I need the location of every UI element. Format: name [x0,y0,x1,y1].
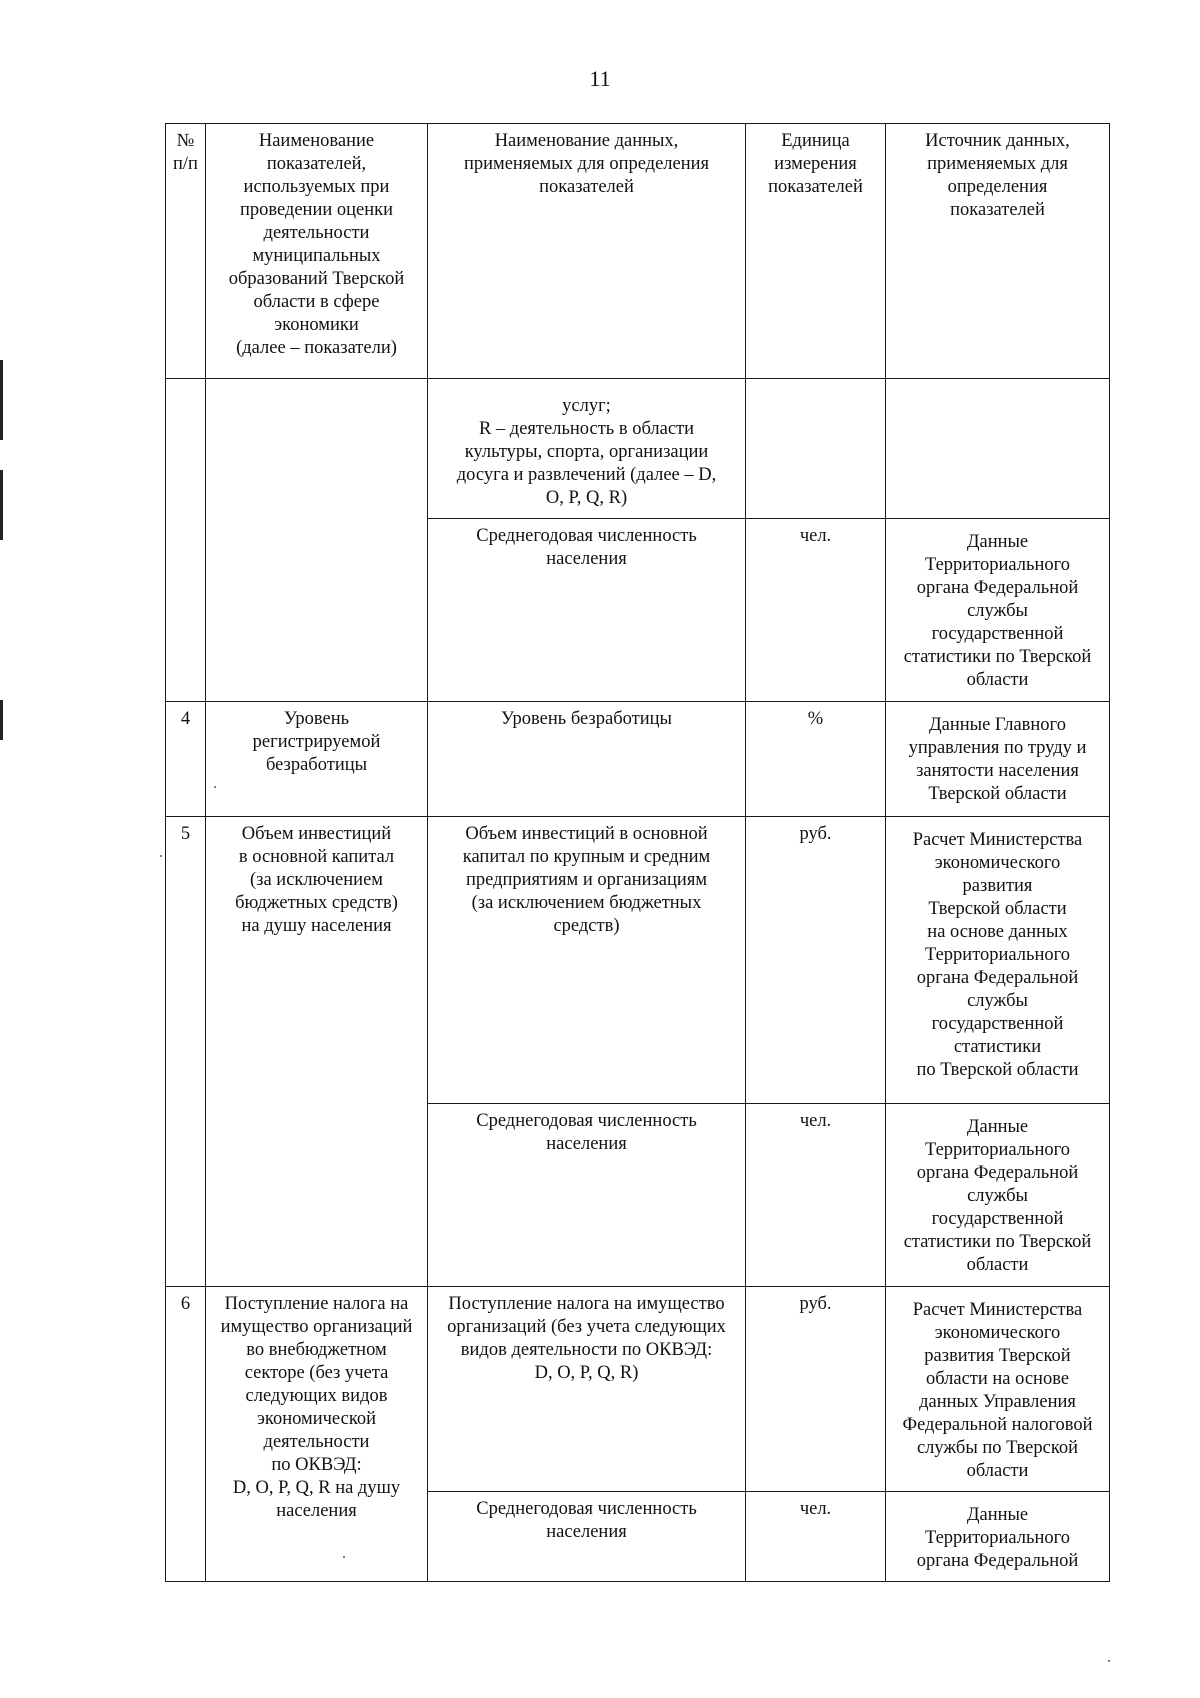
header-data-name: Наименование данных, применяемых для определения показателей [428,124,746,379]
scan-edge-mark [0,470,3,540]
row-name-cell: Объем инвестиций в основной капитал (за исключением бюджетных средств) на душу населения [206,817,428,1287]
row-data-cell: Среднегодовая численность населения [428,1492,746,1582]
table-row [166,379,1110,519]
indicators-table [165,123,1110,1582]
row-source-cell: Расчет Министерства экономического развития Тверской области на основе данных Территориального органа Федеральной службы государственной статистики по Тверской области [886,817,1110,1104]
row-data-cell: Среднегодовая численность населения [428,519,746,702]
row-data-cell: Среднегодовая численность населения [428,1104,746,1287]
row-source-cell: Расчет Министерства экономического развития Тверской области на основе данных Управления Федеральной налоговой службы по Тверской области [886,1287,1110,1492]
scan-edge-mark [0,360,3,440]
page-number: 11 [589,66,611,91]
row-unit-cell: чел. [746,1492,886,1582]
row-num-cell [166,379,206,702]
row-num-cell: 6 [166,1287,206,1582]
row-data-cell: Поступление налога на имущество организаций (без учета следующих видов деятельности по ОКВЭД: D, O, P, Q, R) [428,1287,746,1492]
row-name-cell: Уровень регистрируемой безработицы [206,702,428,817]
row-unit-cell [746,379,886,519]
table-row [166,1287,1110,1492]
scan-edge-mark [0,700,3,740]
row-name-cell: Поступление налога на имущество организаций во внебюджетном секторе (без учета следующих видов экономической деятельности по ОКВЭД: D, O, P, Q, R на душу населения [206,1287,428,1582]
row-unit-cell: чел. [746,1104,886,1287]
row-unit-cell: чел. [746,519,886,702]
scan-speck [214,786,216,788]
table-row [166,817,1110,1104]
row-unit-cell: % [746,702,886,817]
row-source-cell [886,379,1110,519]
row-source-cell: Данные Территориального органа Федеральной службы государственной статистики по Тверской области [886,1104,1110,1287]
header-source: Источник данных, применяемых для определения показателей [886,124,1110,379]
scan-speck [160,855,162,857]
row-data-cell: Объем инвестиций в основной капитал по крупным и средним предприятиям и организациям (за исключением бюджетных средств) [428,817,746,1104]
scan-speck [343,1556,345,1558]
row-unit-cell: руб. [746,1287,886,1492]
row-data-cell: Уровень безработицы [428,702,746,817]
row-source-cell: Данные Территориального органа Федеральной службы государственной статистики по Тверской области [886,519,1110,702]
row-data-cell: услуг; R – деятельность в области культуры, спорта, организации досуга и развлечений (далее – D, O, P, Q, R) [428,379,746,519]
row-unit-cell: руб. [746,817,886,1104]
row-name-cell [206,379,428,702]
table-header-row [166,124,1110,379]
row-source-cell: Данные Территориального органа Федеральной [886,1492,1110,1582]
header-num: № п/п [166,124,206,379]
row-source-cell: Данные Главного управления по труду и занятости населения Тверской области [886,702,1110,817]
table-row [166,702,1110,817]
row-num-cell: 5 [166,817,206,1287]
scan-speck [1108,1660,1110,1662]
header-indicator-name: Наименование показателей, используемых при проведении оценки деятельности муниципальных образований Тверской области в сфере экономики (далее – показатели) [206,124,428,379]
row-num-cell: 4 [166,702,206,817]
header-unit: Единица измерения показателей [746,124,886,379]
